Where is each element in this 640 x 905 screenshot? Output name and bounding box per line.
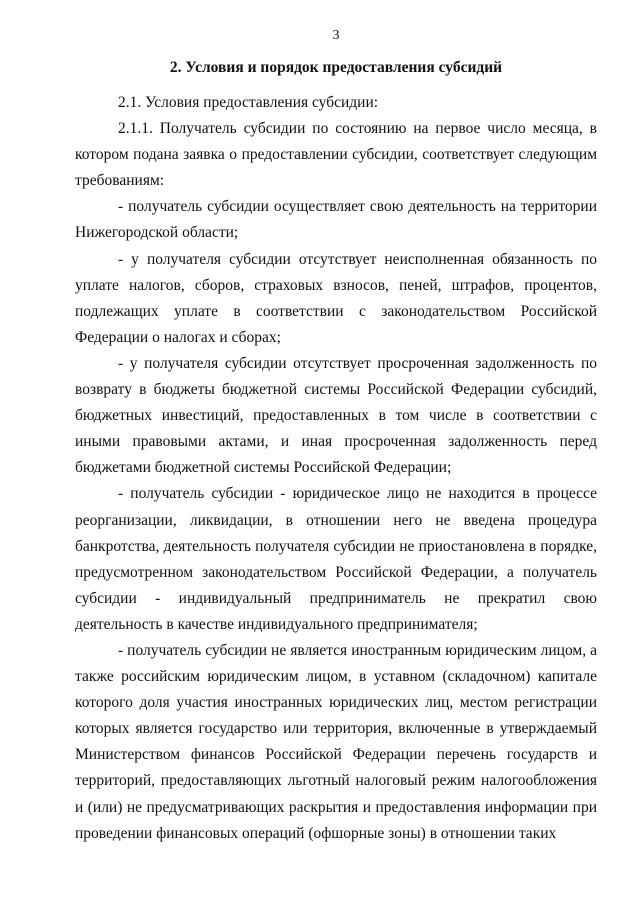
paragraph-foreign-entity: - получатель субсидии не является иностранным юридическим лицом, а также российским юридическим лицом, в уставном (складочном) капитале которого доля участия иностранных юридических лиц, местом регистрации которых является государство или территория, включенные в утверждаемый Министерством финансов Российской Федерации перечень государств и территорий, предоставляющих льготный налоговый режим налогообложения и (или) не предусматривающих раскрытия и предоставления информации при проведении финансовых операций (офшорные зоны) в отношении таких [75,641,597,842]
section-heading: 2. Условия и порядок предоставления субсидий [169,59,503,76]
paragraph-conditions-title: 2.1. Условия предоставления субсидии: [118,94,379,111]
paragraph-requirements-intro: 2.1.1. Получатель субсидии по состоянию на первое число месяца, в котором подана заявка о предоставлении субсидии, соответствует следующим требованиям: [75,120,597,190]
paragraph-taxes: - у получателя субсидии отсутствует неисполненная обязанность по уплате налогов, сборов, страховых взносов, пеней, штрафов, процентов, подлежащих уплате в соответствии с законодательством Российской Федерации о налогах и сборах; [75,250,597,346]
paragraph-debt: - у получателя субсидии отсутствует просроченная задолженность по возврату в бюджеты бюджетной системы Российской Федерации субсидий, бюджетных инвестиций, предоставленных в том числе в соответствии с иными правовыми актами, и иная просроченная задолженность перед бюджетами бюджетной системы Российской Федерации; [75,354,597,477]
page-number: 3 [332,28,340,43]
paragraph-territory: - получатель субсидии осуществляет свою деятельность на территории Нижегородской области; [75,198,597,242]
paragraph-reorganization: - получатель субсидии - юридическое лицо не находится в процессе реорганизации, ликвидации, в отношении него не введена процедура банкротства, деятельность получателя субсидии не приостановлена в порядке, предусмотренном законодательством Российской Федерации, а получатель субсидии - индивидуальный предприниматель не прекратил свою деятельность в качестве индивидуального предпринимателя; [75,485,597,633]
document-body [75,90,597,847]
